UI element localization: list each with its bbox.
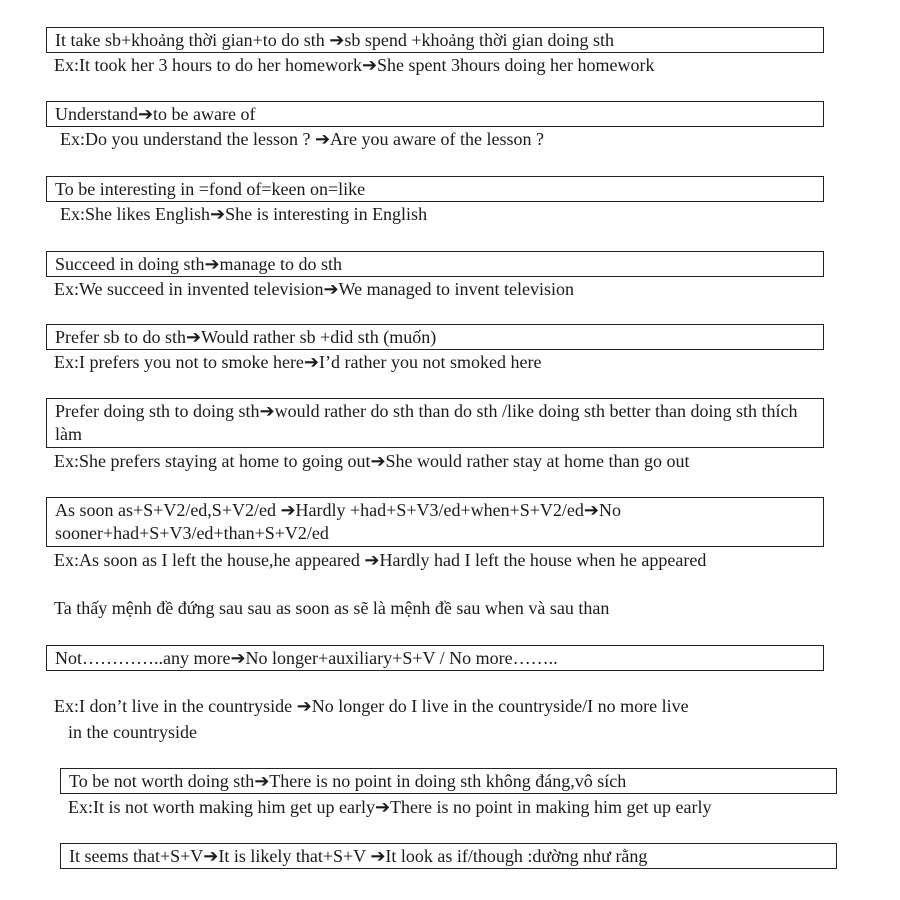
rule-text: It take sb+khoảng thời gian+to do sth ➔sb spend +khoảng thời gian doing sth [55,30,615,50]
rule-box [46,101,824,127]
example-text: Ex:It took her 3 hours to do her homework➔She spent 3hours doing her homework [54,55,655,75]
rule-box [46,27,824,53]
rule-text: To be not worth doing sth➔There is no point in doing sth không đáng,vô sích [69,771,627,791]
rule-box [60,768,837,794]
rule-text: As soon as+S+V2/ed,S+V2/ed ➔Hardly +had+S+V3/ed+when+S+V2/ed➔No sooner+had+S+V3/ed+than+S+V2/ed [55,500,621,543]
example-text: Ex:We succeed in invented television➔We managed to invent television [54,279,575,299]
rule-box [46,176,824,202]
rule-box [46,251,824,277]
rule-box [46,497,824,547]
rule-box [46,324,824,350]
rule-text: Understand➔to be aware of [55,104,256,124]
example-text: Ex:It is not worth making him get up early➔There is no point in making him get up early [68,797,712,817]
rule-box [46,398,824,448]
rule-text: To be interesting in =fond of=keen on=like [55,179,366,199]
rule-box [60,843,837,869]
example-text: Ex:She prefers staying at home to going out➔She would rather stay at home than go out [54,451,690,471]
example-text: Ex:Do you understand the lesson ? ➔Are you aware of the lesson ? [60,129,544,149]
example-text: Ex:As soon as I left the house,he appeared ➔Hardly had I left the house when he appeared [54,550,707,570]
example-continuation: in the countryside [68,722,197,742]
rule-text: Not…………..any more➔No longer+auxiliary+S+V / No more…….. [55,648,558,668]
rule-text: Succeed in doing sth➔manage to do sth [55,254,343,274]
rule-box [46,645,824,671]
note-text: Ta thấy mệnh đề đứng sau sau as soon as sẽ là mệnh đề sau when và sau than [54,598,610,618]
example-text: Ex:I don’t live in the countryside ➔No longer do I live in the countryside/I no more live [54,696,689,716]
example-text: Ex:She likes English➔She is interesting in English [60,204,428,224]
rule-text: It seems that+S+V➔It is likely that+S+V ➔It look as if/though :dường như rằng [69,846,648,866]
rule-text: Prefer doing sth to doing sth➔would rather do sth than do sth /like doing sth better than doing sth thích làm [55,401,798,444]
rule-text: Prefer sb to do sth➔Would rather sb +did sth (muốn) [55,327,437,347]
example-text: Ex:I prefers you not to smoke here➔I’d rather you not smoked here [54,352,542,372]
